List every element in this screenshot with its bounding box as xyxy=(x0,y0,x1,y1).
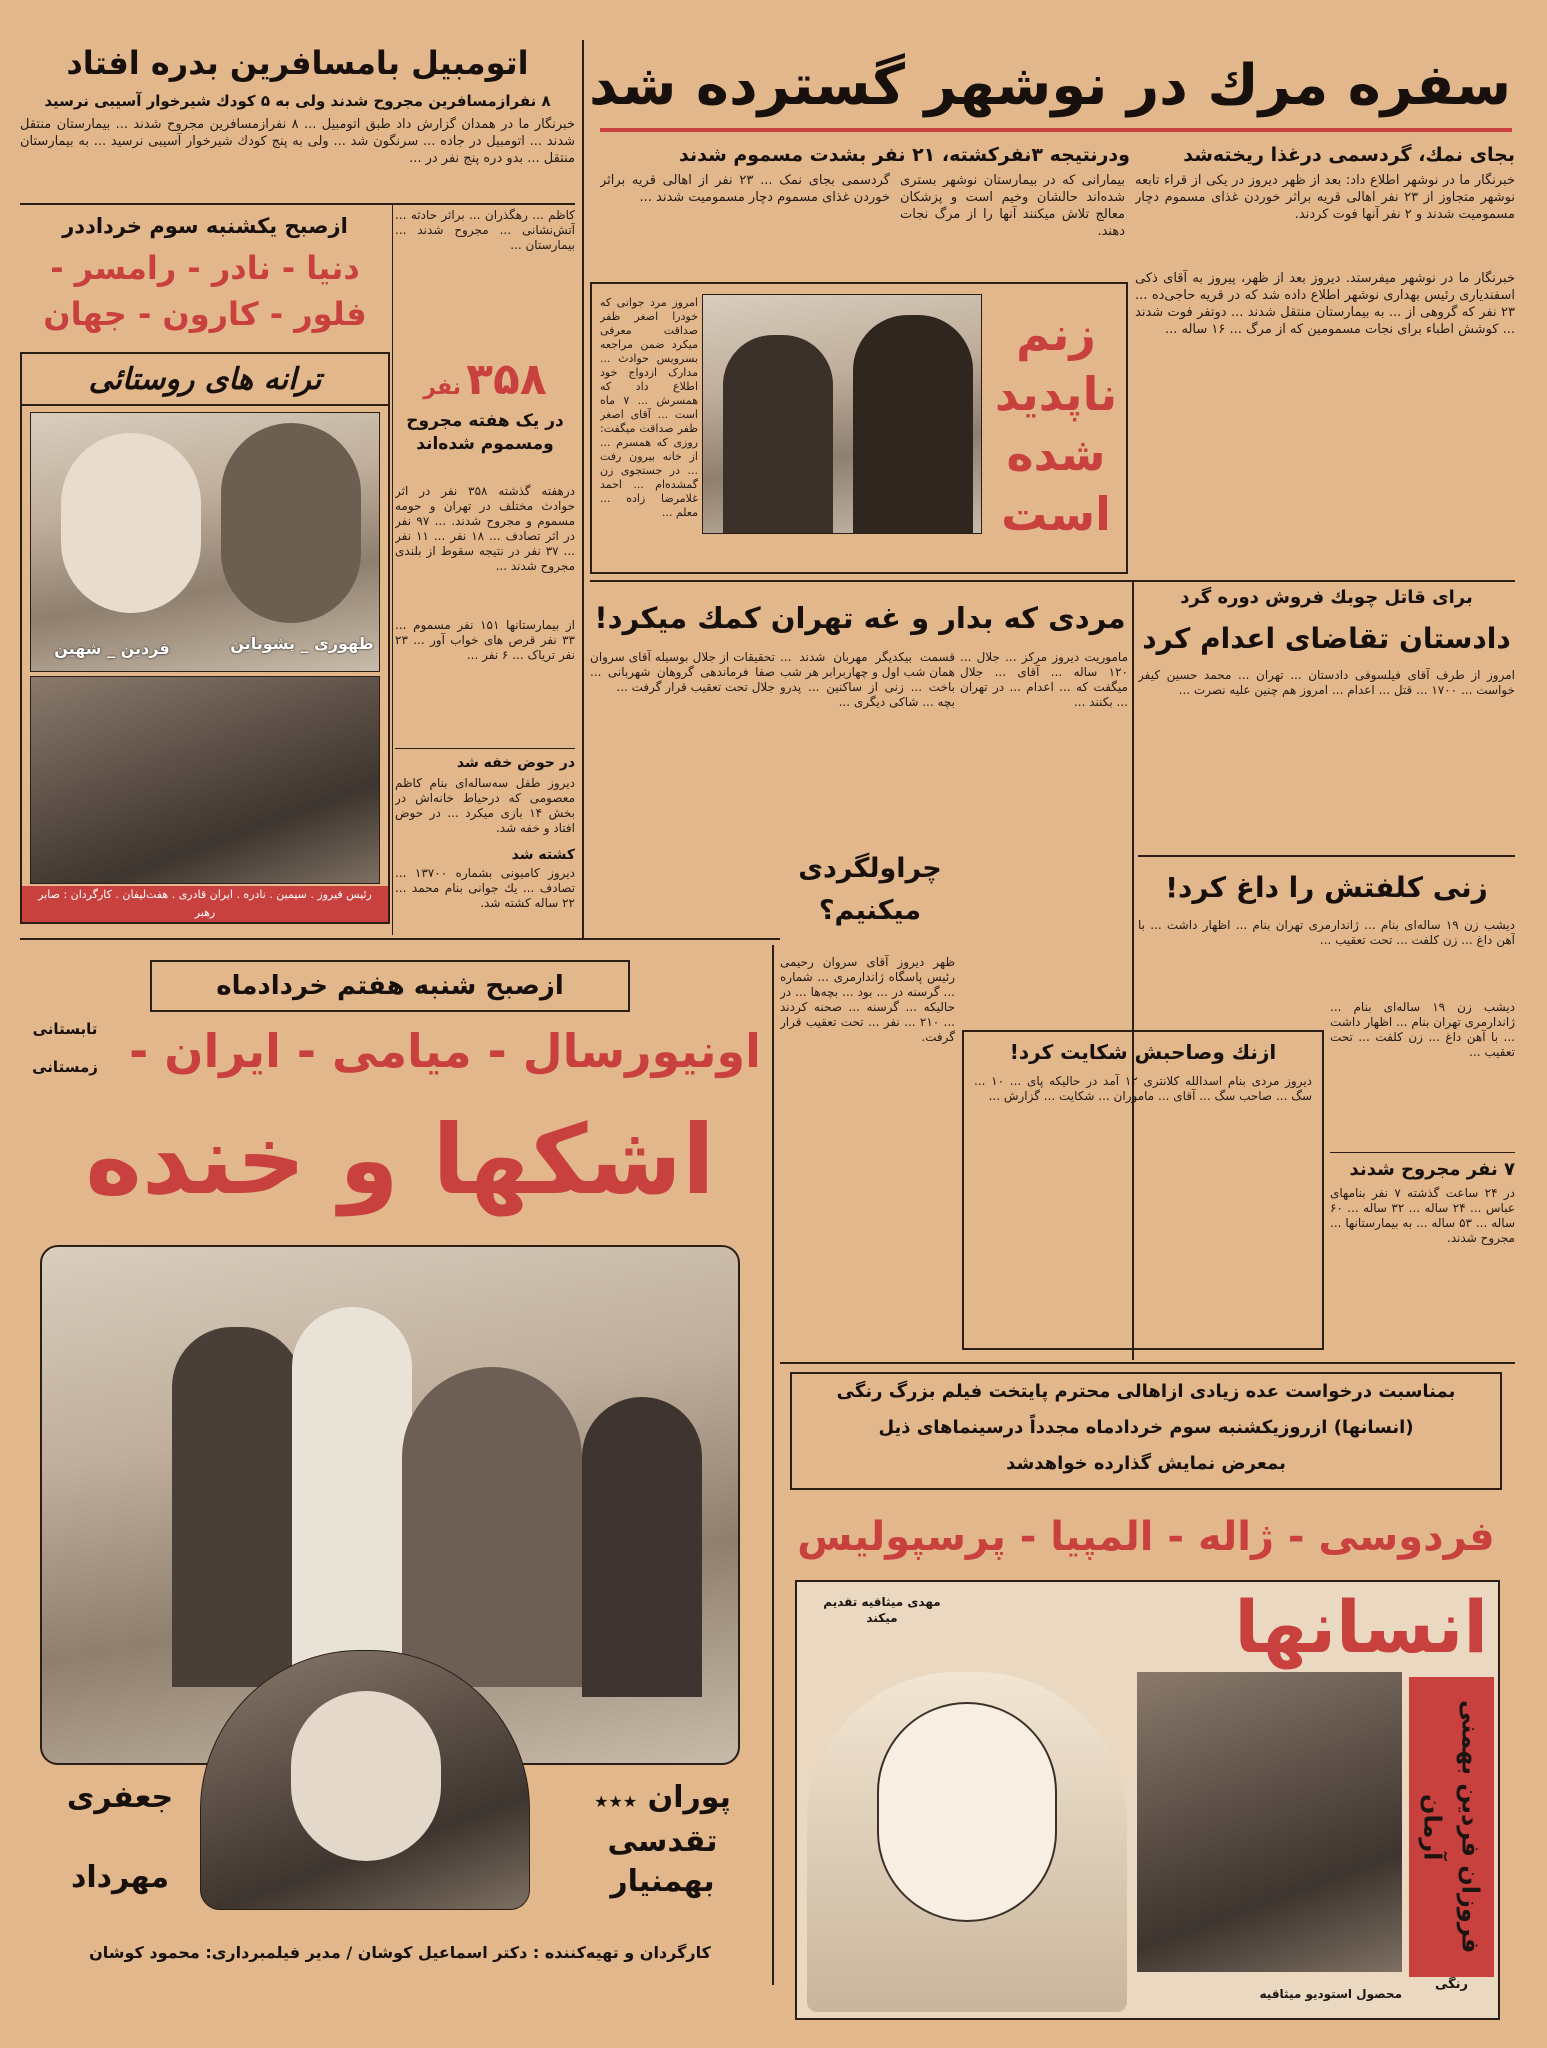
car-accident-headline: اتومبیل بامسافرین بدره افتاد xyxy=(66,44,529,82)
ashk-banner-text: ازصبح شنبه هفتم خردادماه xyxy=(216,971,564,1001)
cinemas-top-title: ازصبح یکشنبه سوم خرداددر xyxy=(62,214,348,238)
insaanha-cinemas: فردوسی - ژاله - المپیا - پرسپولیس xyxy=(797,1514,1495,1560)
insaanha-studio: محصول استودیو میثاقیه xyxy=(1259,1987,1402,2001)
hanging-body-2: قسمت بیکدیگر مهربان شدند ... همان شب اول و چهاربرابر هر شب باخت ... زنی از ساکنین ... پدرو بچه ... شاکی دیگری ... xyxy=(780,650,955,709)
hanging-headline: مردی که بدار و غه تهران کمك میکرد! xyxy=(594,601,1126,635)
complaint-box xyxy=(962,1030,1324,1350)
film-village-ad xyxy=(20,352,390,924)
film-village-cast-2: ظهوری _ پشوتاین xyxy=(230,634,374,653)
why-wander-headline: چراولگردی میکنیم؟ xyxy=(798,853,942,926)
main-body-col-2: بیمارانی که در بیمارستان نوشهر بستری شده‌اند حالشان وخیم است و پزشکان معالج تلاش میکنند آنها را از مرگ نجات دهند. xyxy=(900,173,1125,239)
hanging-body-3: تحقیقات از جلال بوسیله آقای سروان صفا فرماندهی گروهان شهربانی ... جلال تحت تعقیب قرار گرفت ... xyxy=(590,650,775,694)
why-wander-body: ظهر دیروز آقای سروان رحیمی رئیس پاسگاه ژاندارمری ... شماره ... گرسنه در ... بود ... بچه‌ها ... در حالیکه ... گرسنه ... صحنه کردند ... ۲۱۰ ... نفر ... تحت تعقیب قرار گرفت. xyxy=(780,955,955,1044)
drowning-title: در حوض خفه شد xyxy=(456,755,575,771)
woman-branded-body: دیشب زن ۱۹ ساله‌ای بنام ... ژاندارمری تهران بنام ... اظهار داشت ... با آهن داغ ... زن کلفت ... تحت تعقیب ... xyxy=(1138,918,1515,947)
hanging-body-1: ماموریت دیروز مرکز ... جلال ... ۱۲۰ ساله ... آقای ... جلال میگفت که ... اعدام ... در تهران ... بکنند ... xyxy=(960,650,1128,709)
main-body-col-3: گردسمی بجای نمک ... ۲۳ نفر از اهالی قریه براثر خوردن غذای مسموم دچار مسمومیت شدند ... xyxy=(600,173,890,205)
cinemas-top-line2: فلور - کارون - جهان xyxy=(43,295,367,333)
main-headline: سفره مرك در نوشهر گسترده شد xyxy=(588,53,1512,118)
injured-title: در یک هفته مجروح ومسموم شده‌اند xyxy=(406,411,564,454)
drowning-body: دیروز طفل سه‌ساله‌ای بنام کاظم معصومی که درحیاط خانه‌اش در بخش ۱۴ بازی میکرد ... در حوض افتاد و خفه شد. xyxy=(395,776,575,835)
ashk-banner xyxy=(150,960,630,1012)
woman-branded-headline: زنی کلفتش را داغ کرد! xyxy=(1165,871,1488,904)
main-subhead-right: بجای نمك، گردسمی درغذا ریخته‌شد xyxy=(1183,144,1515,166)
film-village-photo-top xyxy=(30,412,380,672)
insaanha-men-photo xyxy=(1137,1672,1402,1972)
film-village-cast-1: فردین _ شهین xyxy=(54,639,170,658)
killer-headline: دادستان تقاضای اعدام کرد xyxy=(1142,622,1511,655)
main-subhead-left: ودرنتیجه ۳نفرکشته، ۲۱ نفر بشدت مسموم شدند xyxy=(679,144,1130,166)
cinemas-top-line1: دنیا - نادر - رامسر - xyxy=(50,249,360,287)
film-village-title: ترانه های روستائی xyxy=(88,362,322,397)
seven-injured-body: در ۲۴ ساعت گذشته ۷ نفر بنامهای عباس ... ۲۴ ساله ... ۳۲ ساله ... ۶۰ ساله ... ۵۳ ساله ... به بیمارستانها ... مجروح شدند. xyxy=(1330,1186,1515,1245)
fire-body: کاظم ... رهگذران ... براثر حادثه ... آتش‌نشانی ... مجروح شدند ... بیمارستان ... xyxy=(395,208,575,252)
killer-kicker: برای قاتل چوبك فروش دوره گرد xyxy=(1180,587,1473,608)
insaanha-color: رنگی xyxy=(1434,1977,1469,1992)
ashk-label-winter: زمستانی xyxy=(32,1058,98,1076)
ashk-title: اشکها و خنده xyxy=(85,1104,715,1216)
complaint-body: دیروز مردی بنام اسدالله کلانتری ۱۲ آمد در حالیکه پای ... ۱۰ ... سگ ... صاحب سگ ... آقای ... ماموران ... شکایت ... گزارش ... xyxy=(974,1074,1312,1103)
insaanha-producer: مهدی میثاقیه تقدیم میکند xyxy=(823,1595,941,1625)
injured-body-2: از بیمارستانها ۱۵۱ نفر مسموم ... ۳۳ نفر قرص های خواب آور ... ۲۳ نفر تریاک ... ۶ نفر ... xyxy=(395,618,575,662)
main-body-right-col: خبرنگار ما در نوشهر میفرستد. دیروز بعد از ظهر، پیروز به آقای ذکی اسفندیاری رئیس بهداری نوشهر اطلاع داده شد که در قریه حاجی‌ده ... ۲۳ نفر که گروهی از ... به بیمارستان منتقل شدند ... دوتفر فوت شدند ... کوشش اطباء برای نجات مسمومین که از مرگ ... ۱۶ ساله ... xyxy=(1135,271,1515,337)
injured-body: درهفته گذشته ۳۵۸ نفر در اثر حوادث مختلف در تهران و حومه مسموم و مجروح شدند. ... ۹۷ نفر در اثر تصادف ... ۱۸ نفر ... ۱۱ نفر ... ۳۷ نفر در نتیجه سقوط از بلندی مجروح شدند ... xyxy=(395,484,575,573)
car-accident-subhead: ۸ نفرازمسافرین مجروح شدند ولی به ۵ كودك شیرخوار آسیبی نرسید xyxy=(44,92,551,110)
killer-body: امروز از طرف آقای فیلسوفی دادستان ... تهران ... محمد حسین کیفر خواست ... ۱۷۰۰ ... قتل ... اعدام ... امروز هم چنین علیه نصرت ... xyxy=(1138,668,1515,697)
ashk-director: کارگردان و تهیه‌کننده : دکتر اسماعیل کوشان / مدیر فیلمبرداری: محمود کوشان xyxy=(89,1943,711,1962)
killed-title: کشته شد xyxy=(511,847,575,863)
main-body-col-1: خبرنگار ما در نوشهر اطلاع داد: بعد از ظهر دیروز در یکی از قراء تابعه نوشهر متجاوز از ۲۳ نفر اهالی قریه براثر خوردن غذای مسموم دچار مسمومیت شدند و ۲ نفر آنها فوت کردند. xyxy=(1135,173,1515,222)
insaanha-notice-3: بمعرض نمایش گذارده خواهدشد xyxy=(1006,1453,1286,1474)
ashk-cinemas: اونیورسال - میامی - ایران - xyxy=(129,1024,761,1078)
insaanha-poster xyxy=(795,1580,1500,2020)
insaanha-cast: فروزان فردین بهمنی آرمان xyxy=(1418,1700,1485,1954)
injured-count: ۳۵۸ xyxy=(466,354,547,405)
missing-wife-body: امروز مرد جوانی که خودرا اصغر ظفر صداقت معرفی میکرد ضمن مراجعه بسرویس حوادث ... مدارک ازدواج خود اطلاع داد که همسرش ... ۷ ماه است ... آقای اصغر ظفر صداقت میگفت: روزی که همسرم ... از خانه بیرون رفت ... در جستجوی زن گمشده‌ام ... احمد غلامرضا زاده ... معلم ... xyxy=(600,296,698,519)
film-village-credits: رئیس فیروز . سیمین . نادره . ایران قادری . هفت‌لیفان . کارگردان : صابر رهبر xyxy=(22,886,388,922)
seven-injured-title: ۷ نفر مجروح شدند xyxy=(1349,1159,1515,1180)
insaanha-notice-box xyxy=(790,1372,1502,1490)
insaanha-girl-drawing xyxy=(807,1672,1127,2012)
insaanha-notice-1: بمناسبت درخواست عده زیادی ازاهالی محترم پایتخت فیلم بزرگ رنگی xyxy=(836,1381,1456,1402)
complaint-headline: ازنك وصاحبش شكایت كرد! xyxy=(1009,1040,1277,1064)
woman-branded-body-cont: دیشب زن ۱۹ ساله‌ای بنام ... ژاندارمری تهران بنام ... اظهار داشت ... با آهن داغ ... زن کلفت ... تحت تعقیب ... xyxy=(1330,1000,1515,1059)
film-village-photo-bottom xyxy=(30,676,380,884)
injured-unit: نفر xyxy=(423,375,462,400)
insaanha-title: انسانها xyxy=(1234,1585,1488,1669)
couple-photo xyxy=(702,294,982,534)
ashk-cast-5: مهرداد xyxy=(70,1860,170,1895)
ashk-cast-1: پوران xyxy=(647,1780,731,1815)
car-accident-body: خبرنگار ما در همدان گزارش داد طبق اتومبیل ... ۸ نفرازمسافرین مجروح شدند ... بیمارستان منتقل شدند ... اتومبیل در جاده ... سرنگون شد ... ولی به پنج كودك شیرخوار آسیبی نرسید ... به بیمارستان منتقل ... بدو دره پنج نفر در ... xyxy=(20,117,575,166)
ashk-cast-3: تقدسی xyxy=(607,1824,718,1859)
missing-wife-headline: زنم ناپدید شده است xyxy=(994,307,1118,541)
ashk-cast-4: بهمنیار xyxy=(610,1864,715,1899)
missing-wife-box xyxy=(590,282,1128,574)
ashk-stars: ★★★ xyxy=(594,1792,638,1811)
ashk-cast-2: جعفری xyxy=(66,1780,174,1815)
killed-body: دیروز کامیونی بشماره ۱۳۷۰۰ ... تصادف ... یك جوانی بنام محمد ... ۲۲ ساله کشته شد. xyxy=(395,866,575,910)
ashk-label-summer: تابستانی xyxy=(32,1020,98,1038)
insaanha-notice-2: (انسانها) ازروزیکشنبه سوم خردادماه مجدداً درسینماهای ذیل xyxy=(878,1417,1414,1438)
